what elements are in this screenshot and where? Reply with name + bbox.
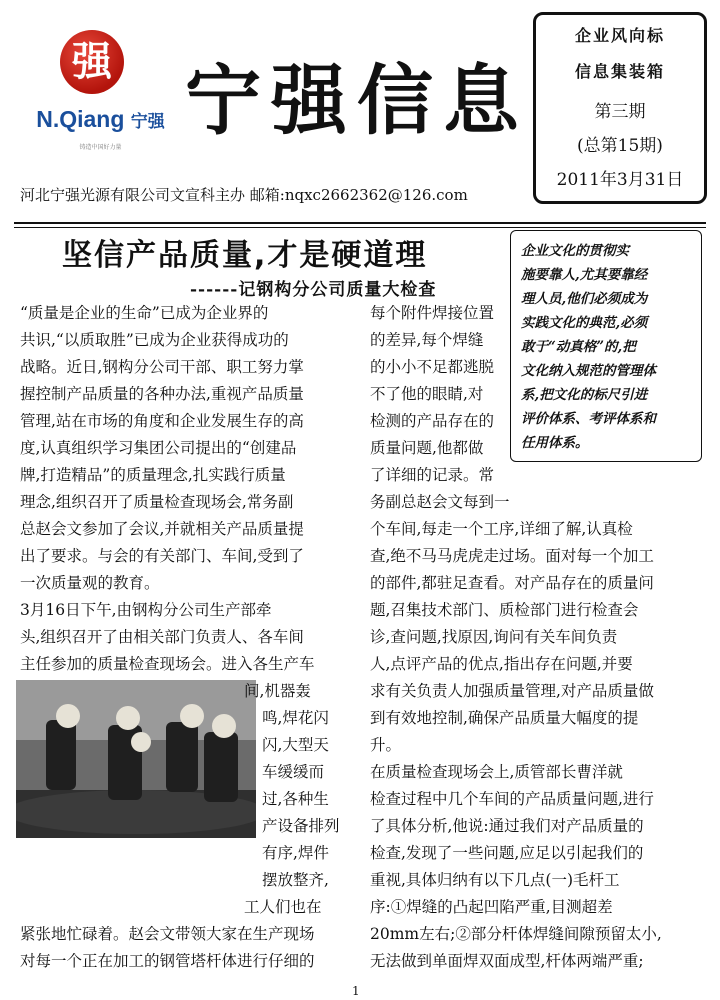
body-line: 鸣,焊花闪 <box>262 709 329 727</box>
body-line: 3月16日下午,由钢构分公司生产部牵 <box>20 601 272 619</box>
sidebar-line: 实践文化的典范,必须 <box>521 315 648 331</box>
body-line: 无法做到单面焊双面成型,杆体两端严重; <box>370 952 644 970</box>
body-line: 重视,具体归纳有以下几点(一)毛杆工 <box>370 871 620 889</box>
sidebar-line: 任用体系。 <box>521 435 589 451</box>
body-line: 的差异,每个焊缝 <box>370 331 484 349</box>
body-line: 务副总赵会文每到一 <box>370 493 510 511</box>
body-line: 管理,站在市场的角度和企业发展生存的高 <box>20 412 304 430</box>
sidebar-line: 系,把文化的标尺引进 <box>521 387 648 403</box>
body-line: 战略。近日,钢构分公司干部、职工努力掌 <box>20 358 304 376</box>
body-line: 题,召集技术部门、质检部门进行检查会 <box>370 601 639 619</box>
logo-brand-cn: 宁强 <box>130 112 165 131</box>
body-line: 检查,发现了一些问题,应足以引起我们的 <box>370 844 644 862</box>
body-line: “质量是企业的生命”已成为企业界的 <box>20 304 269 322</box>
body-line: 每个附件焊接位置 <box>370 304 495 322</box>
body-line: 了详细的记录。常 <box>370 466 495 484</box>
logo-emblem <box>60 30 124 94</box>
logo-brand-latin: N.Qiang <box>36 106 125 132</box>
body-line: 有序,焊件 <box>262 844 329 862</box>
issue-info-box <box>533 12 707 204</box>
body-line: 闪,大型天 <box>262 736 329 754</box>
body-line: 质量问题,他都做 <box>370 439 484 457</box>
issue-date: 2011年3月31日 <box>556 170 684 190</box>
body-line: 不了他的眼睛,对 <box>370 385 484 403</box>
body-line: 20mm左右;②部分杆体焊缝间隙预留太小, <box>370 925 662 943</box>
body-line: 个车间,每走一个工序,详细了解,认真检 <box>370 520 633 538</box>
page-number: 1 <box>352 984 360 998</box>
sidebar-quote-box <box>510 230 702 462</box>
sidebar-line: 理人员,他们必须成为 <box>521 291 648 307</box>
body-line: 出了要求。与会的有关部门、车间,受到了 <box>20 547 304 565</box>
article-headline: 坚信产品质量,才是硬道理 <box>62 238 428 273</box>
body-line: 产设备排列 <box>262 817 340 835</box>
body-line: 主任参加的质量检查现场会。进入各生产车 <box>20 655 315 673</box>
sidebar-line: 施要靠人,尤其要靠经 <box>521 267 648 283</box>
header-divider <box>14 222 706 224</box>
article-photo <box>16 680 256 838</box>
body-line: 在质量检查现场会上,质管部长曹洋就 <box>370 763 623 781</box>
body-line: 工人们也在 <box>244 898 322 916</box>
body-line: 度,认真组织学习集团公司提出的“创建品 <box>20 439 297 457</box>
body-line: 检测的产品存在的 <box>370 412 495 430</box>
masthead-title: 宁强信息 <box>185 56 529 145</box>
article-subhead: ------记钢构分公司质量大检查 <box>190 280 437 300</box>
body-line: 握控制产品质量的各种办法,重视产品质量 <box>20 385 304 403</box>
body-line: 对每一个正在加工的钢管塔杆体进行仔细的 <box>20 952 315 970</box>
issue-tagline-1: 企业风向标 <box>574 26 665 45</box>
body-line: 诊,查问题,找原因,询问有关车间负责 <box>370 628 618 646</box>
body-line: 求有关负责人加强质量管理,对产品质量做 <box>370 682 654 700</box>
body-line: 一次质量观的教育。 <box>20 574 160 592</box>
logo-mark: 强 <box>72 39 112 85</box>
body-line: 牌,打造精品”的质量理念,扎实践行质量 <box>20 466 286 484</box>
header-divider-thin <box>14 227 706 228</box>
sidebar-line: 文化纳入规范的管理体 <box>521 363 656 379</box>
company-logo <box>18 24 183 164</box>
body-line: 紧张地忙碌着。赵会文带领大家在生产现场 <box>20 925 315 943</box>
issue-tagline-2: 信息集装箱 <box>574 62 665 81</box>
body-line: 车缓缓而 <box>262 763 325 781</box>
body-line: 理念,组织召开了质量检查现场会,常务副 <box>20 493 294 511</box>
body-line: 了具体分析,他说:通过我们对产品质量的 <box>370 817 644 835</box>
body-line: 升。 <box>370 736 402 754</box>
workshop-photo-illustration <box>16 680 256 838</box>
body-line: 人,点评产品的优点,指出存在问题,并要 <box>370 655 633 673</box>
body-line: 摆放整齐, <box>262 871 329 889</box>
body-line: 共识,“以质取胜”已成为企业获得成功的 <box>20 331 289 349</box>
body-line: 过,各种生 <box>262 790 329 808</box>
sidebar-line: 评价体系、考评体系和 <box>521 411 656 427</box>
body-line: 的部件,都驻足查看。对产品存在的质量问 <box>370 574 654 592</box>
body-line: 到有效地控制,确保产品质量大幅度的提 <box>370 709 639 727</box>
body-line: 间,机器轰 <box>244 682 311 700</box>
logo-brand <box>18 106 183 133</box>
body-line: 的小小不足都逃脱 <box>370 358 495 376</box>
issue-total-number: (总第15期) <box>577 136 663 156</box>
body-line: 头,组织召开了由相关部门负责人、各车间 <box>20 628 304 646</box>
body-line: 检查过程中几个车间的产品质量问题,进行 <box>370 790 654 808</box>
sidebar-line: 敢于“动真格”的,把 <box>521 339 636 355</box>
logo-slogan: 铸造中国好力量 <box>79 144 122 151</box>
body-line: 查,绝不马马虎虎走过场。面对每一个加工 <box>370 547 654 565</box>
issue-number: 第三期 <box>594 102 646 122</box>
publisher-line: 河北宁强光源有限公司文宣科主办 邮箱:nqxc2662362@126.com <box>20 186 468 204</box>
sidebar-line: 企业文化的贯彻实 <box>521 243 629 259</box>
body-line: 序:①焊缝的凸起凹陷严重,目测超差 <box>370 898 613 916</box>
body-line: 总赵会文参加了会议,并就相关产品质量提 <box>20 520 304 538</box>
